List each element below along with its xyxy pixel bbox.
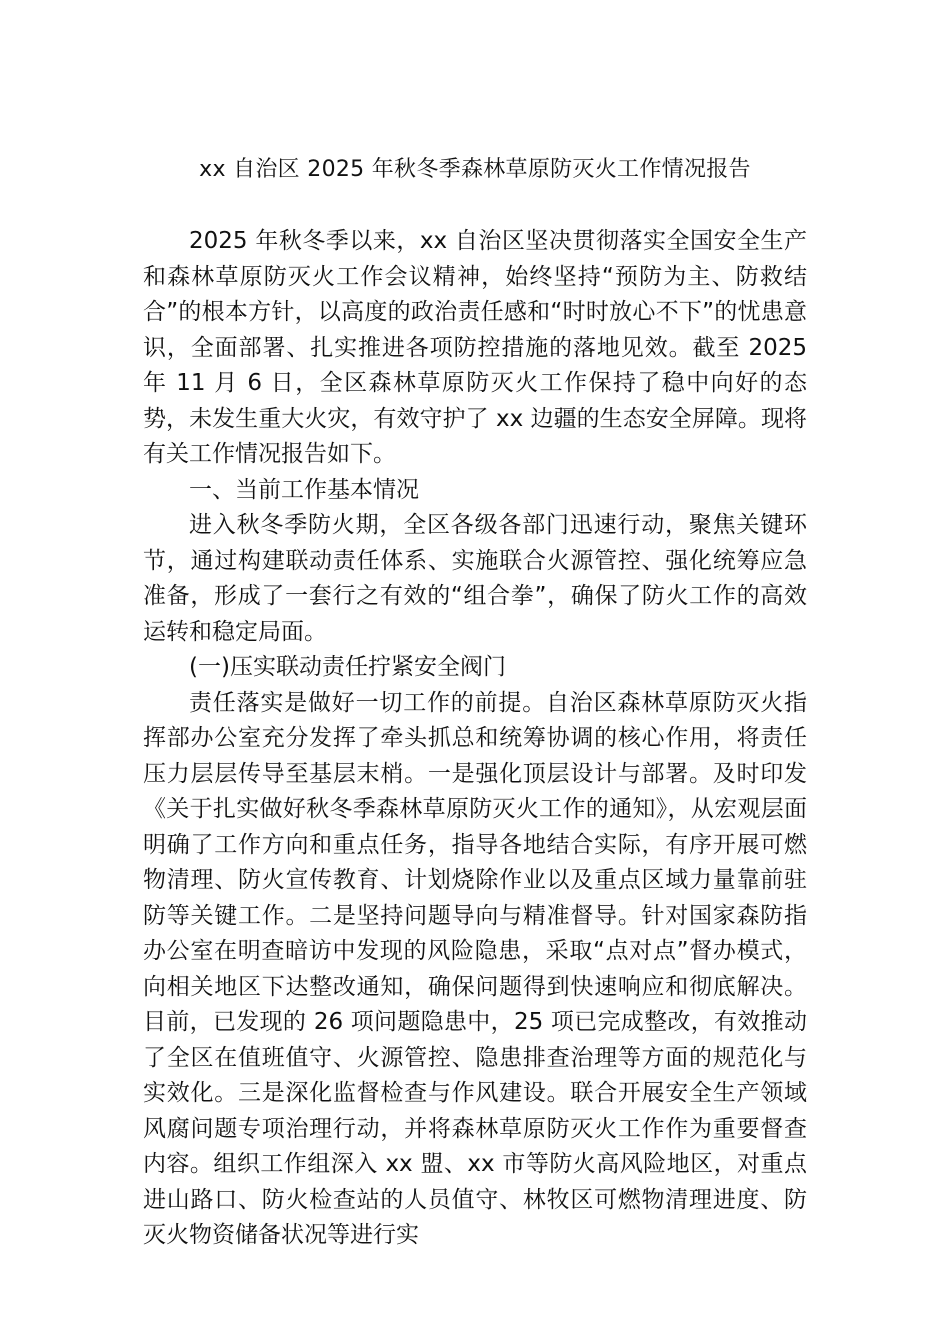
section-paragraph: 进入秋冬季防火期，全区各级各部门迅速行动，聚焦关键环节，通过构建联动责任体系、实施联合火源管控、强化统筹应急准备，形成了一套行之有效的“组合拳”，确保了防火工作的高效运转和稳定局面。 bbox=[143, 512, 807, 645]
subsection-paragraph: 责任落实是做好一切工作的前提。自治区森林草原防灭火指挥部办公室充分发挥了牵头抓总和统筹协调的核心作用，将责任压力层层传导至基层末梢。一是强化顶层设计与部署。及时印发《关于扎实做好秋冬季森林草原防灭火工作的通知》，从宏观层面明确了工作方向和重点任务，指导各地结合实际，有序开展可燃物清理、防火宣传教育、计划烧除作业以及重点区域力量靠前驻防等关键工作。二是坚持问题导向与精准督导。针对国家森防指办公室在明查暗访中发现的风险隐患，采取“点对点”督办模式，向相关地区下达整改通知，确保问题得到快速响应和彻底解决。目前，已发现的 26 项问题隐患中，25 项已完成整改，有效推动了全区在值班值守、火源管控、隐患排查治理等方面的规范化与实效化。三是深化监督检查与作风建设。联合开展安全生产领域风腐问题专项治理行动，并将森林草原防灭火工作作为重要督查内容。组织工作组深入 xx 盟、xx 市等防火高风险地区，对重点进山路口、防火检查站的人员值守、林牧区可燃物清理进度、防灭火物资储备状况等进行实 bbox=[143, 689, 807, 1248]
subsection-heading: (一)压实联动责任拧紧安全阀门 bbox=[189, 654, 506, 680]
section-heading: 一、当前工作基本情况 bbox=[189, 476, 419, 503]
document-body bbox=[143, 224, 807, 1254]
document-title: xx 自治区 2025 年秋冬季森林草原防灭火工作情况报告 bbox=[199, 157, 751, 182]
intro-paragraph: 2025 年秋冬季以来，xx 自治区坚决贯彻落实全国安全生产和森林草原防灭火工作会议精神，始终坚持“预防为主、防救结合”的根本方针，以高度的政治责任感和“时时放心不下”的忧患意识，全面部署、扎实推进各项防控措施的落地见效。截至 2025 年 11 月 6 日，全区森林草原防灭火工作保持了稳中向好的态势，未发生重大火灾，有效守护了 xx 边疆的生态安全屏障。现将有关工作情况报告如下。 bbox=[143, 228, 807, 467]
